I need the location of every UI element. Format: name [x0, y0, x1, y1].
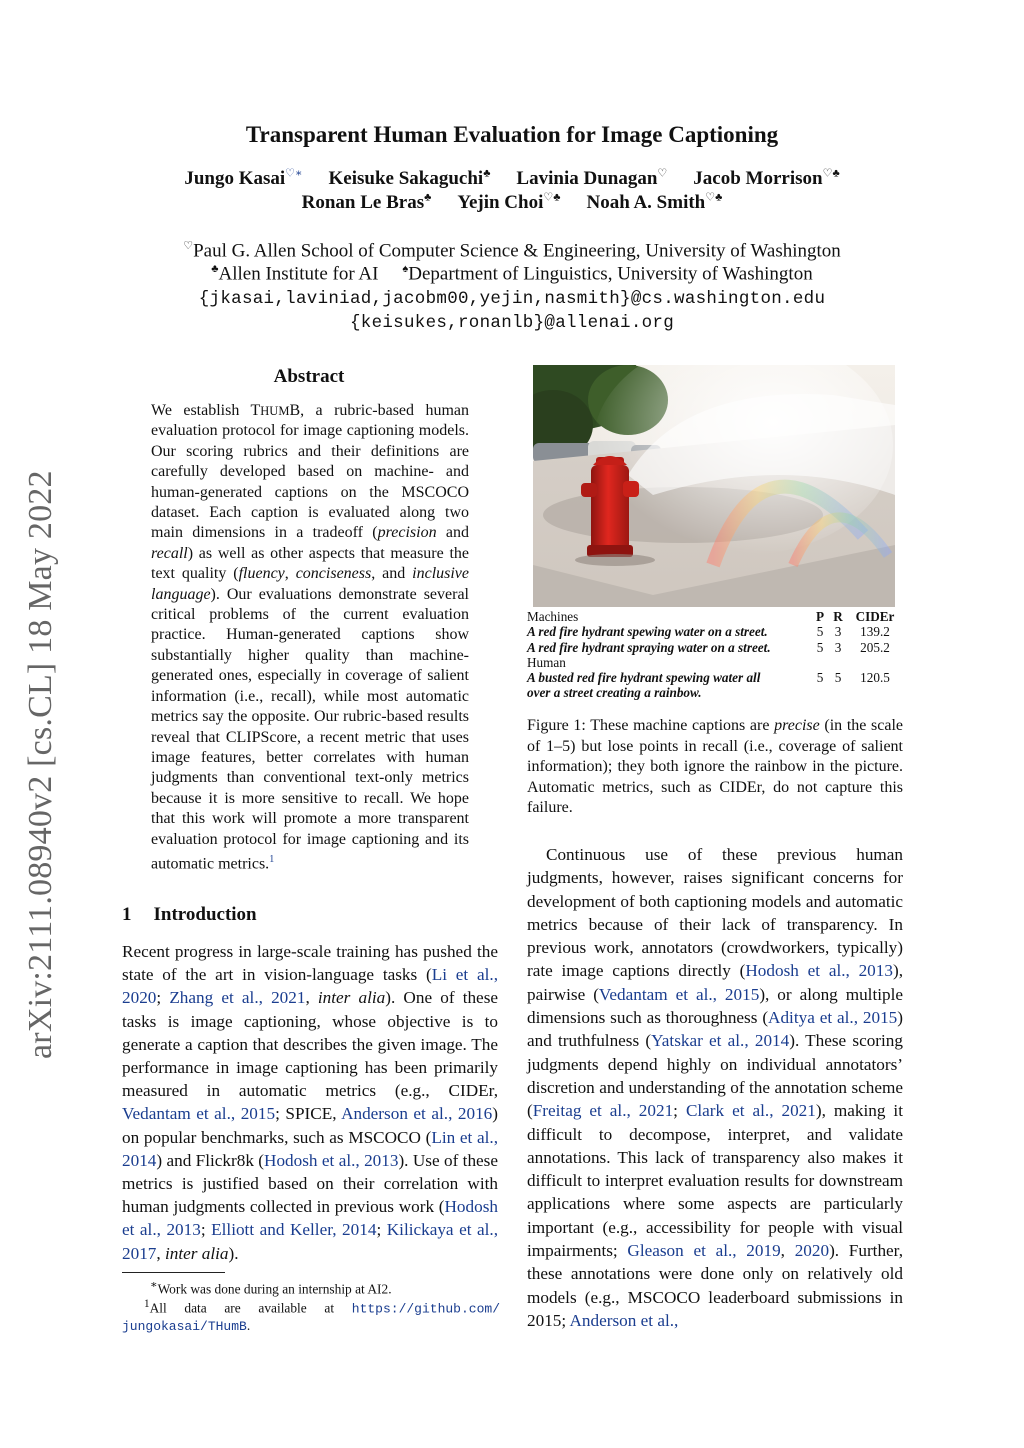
citation[interactable]: Anderson et al., 2016: [341, 1104, 493, 1124]
citation[interactable]: Aditya et al., 2015: [768, 1008, 898, 1028]
author: Jacob Morrison♡♣: [693, 168, 840, 190]
citation[interactable]: Clark et al., 2021: [685, 1101, 816, 1121]
author: Jungo Kasai♡∗: [184, 168, 303, 190]
right-column-paragraph: Continuous use of these previous human judgments, however, raises significant concerns for development of both captioning models and automatic metrics because of their lack of transparency. In previous work, annotators (crowdworkers, typically) rate image captions directly (Hodosh et al., 2013), pairwise (Vedantam et al., 2015), or along multiple dimensions such as thoroughness (Aditya et al., 2015) and truthfulness (Yatskar et al., 2014). These scoring judgments depend highly on individual annotators’ discretion and understanding of the annotation scheme (Freitag et al., 2021; Clark et al., 2021), making it difficult to decompose, interpret, and validate annotations. This lack of transparency also makes it difficult to interpret evaluation results for downstream applications where some aspects are particularly important (e.g., accessibility for people with visual impairments; Gleason et al., 2019, 2020). Further, these annotations were done only on relatively old models (e.g., MSCOCO leaderboard submissions in 2015; Anderson et al.,: [527, 845, 904, 1330]
table-row: A red fire hydrant spraying water on a street. 5 3 205.2: [527, 639, 890, 655]
table-subheader-row: Human: [527, 654, 566, 670]
paper-title: Transparent Human Evaluation for Image Captioning: [245, 122, 779, 147]
citation[interactable]: Lin et al., 2014: [122, 1127, 498, 1170]
citation[interactable]: Hodosh et al., 2013: [745, 961, 893, 981]
footnote-rule: [122, 1272, 225, 1273]
citation[interactable]: Hodosh et al., 2013: [264, 1150, 399, 1170]
citation[interactable]: Kilickaya et al., 2017: [122, 1220, 499, 1263]
citation[interactable]: Freitag et al., 2021: [532, 1101, 674, 1121]
footnote-ref[interactable]: 1: [269, 853, 275, 865]
citation[interactable]: Elliott and Keller, 2014: [211, 1220, 377, 1240]
figure-1-caption: Figure 1: These machine captions are precise (in the scale of 1–5) but lose points in recall (i.e., coverage of salient information); they both ignore the rainbow in the picture. Automatic metrics, such as CIDEr, do not capture this failure.: [527, 717, 903, 817]
citation[interactable]: Anderson et al.,: [569, 1310, 679, 1330]
figure-photo-fire-hydrant: [533, 365, 895, 607]
citation[interactable]: Gleason et al., 2019: [627, 1241, 781, 1261]
section-heading-introduction: 1 Introduction: [122, 904, 257, 925]
author: Ronan Le Bras♣: [301, 192, 432, 214]
author: Lavinia Dunagan♡: [516, 168, 668, 190]
thumb-name: THUMB: [250, 402, 301, 419]
author-row-2: [0, 191, 1024, 214]
citation[interactable]: Zhang et al., 2021: [169, 988, 306, 1008]
citation[interactable]: Hodosh et al., 2013: [122, 1197, 498, 1240]
email-line-1[interactable]: {jkasai,laviniad,jacobm00,yejin,nasmith}@cs.washington.edu: [198, 289, 826, 309]
photo-illustration: [533, 365, 895, 607]
github-link[interactable]: https://github.com/: [351, 1301, 500, 1317]
affiliation-1: ♡Paul G. Allen School of Computer Science & Engineering, University of Washington: [183, 240, 841, 262]
author: Noah A. Smith♡♣: [586, 192, 723, 214]
arxiv-side-label: arXiv:2111.08940v2 [cs.CL] 18 May 2022: [22, 470, 59, 1059]
citation[interactable]: Yatskar et al., 2014: [651, 1031, 790, 1051]
table-header-row: Machines P R CIDEr: [527, 609, 895, 624]
table-row-continued: over a street creating a rainbow.: [527, 685, 702, 701]
citation[interactable]: 2020: [794, 1241, 830, 1261]
email-line-2[interactable]: {keisukes,ronanlb}@allenai.org: [349, 313, 675, 333]
figure-caption-table: [527, 609, 903, 701]
github-link[interactable]: jungokasai/THumB: [122, 1318, 247, 1334]
author-row-1: [0, 167, 1024, 190]
citation[interactable]: Vedantam et al., 2015: [122, 1104, 276, 1124]
abstract-heading: Abstract: [273, 366, 345, 387]
footnote-1: ∗Work was done during an internship at AI2.: [150, 1279, 392, 1297]
table-row: A red fire hydrant spewing water on a street. 5 3 139.2: [527, 624, 890, 640]
abstract-body: We establish THUMB, a rubric-based human evaluation protocol for image captioning models. Our scoring rubrics and their definitions are carefully developed based on machine- and human-generated captions on the MSCOCO dataset. Each caption is evaluated along two main dimensions in a tradeoff (precision and recall) as well as other aspects that measure the text quality (fluency, conciseness, and inclusive language). Our evaluations demonstrate several critical problems of the current evaluation practice. Human-generated captions show substantially higher quality than machine-generated ones, especially in coverage of salient information (i.e., recall), while most automatic metrics say the opposite. Our rubric-based results reveal that CLIPScore, a recent metric that uses image features, better correlates with human judgments than conventional text-only metrics because it is more sensitive to recall. We hope that this work will promote a more transparent evaluation protocol for image captioning and its automatic metrics.$^1$: [151, 402, 470, 873]
citation[interactable]: Vedantam et al., 2015: [598, 984, 760, 1004]
citation[interactable]: Li et al., 2020: [122, 965, 498, 1008]
table-row: A busted red fire hydrant spewing water all 5 5 120.5: [527, 670, 890, 686]
author: Yejin Choi♡♣: [457, 192, 561, 214]
intro-paragraph: Recent progress in large-scale training has pushed the state of the art in vision-language tasks (Li et al., 2020; Zhang et al., 2021, inter alia). One of these tasks is image captioning, whose objective is to generate a caption that describes the given image. The performance in image captioning has been primarily measured in automatic metrics (e.g., CIDEr, Vedantam et al., 2015; SPICE, Anderson et al., 2016) on popular benchmarks, such as MSCOCO (Lin et al., 2014) and Flickr8k (Hodosh et al., 2013). Use of these metrics is justified based on their correlation with human judgments collected in previous work (Hodosh et al., 2013; Elliott and Keller, 2014; Kilickaya et al., 2017, inter alia).: [122, 942, 499, 1263]
footnote-2: $^1$All data are available at https://github.com/ jungokasai/THumB.: [122, 1298, 500, 1334]
author: Keisuke Sakaguchi♣: [328, 168, 491, 190]
affiliation-2: ♣Allen Institute for AI ♠Department of Linguistics, University of Washington: [211, 263, 813, 285]
